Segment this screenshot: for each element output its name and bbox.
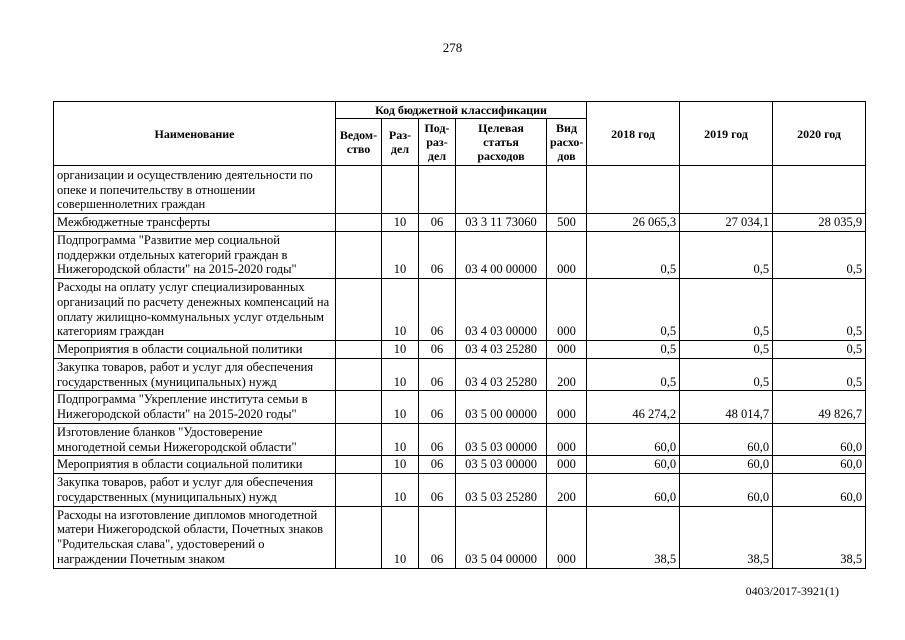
row-value-2020 bbox=[773, 166, 866, 214]
header-celevaya-statya: Целевая статья расходов bbox=[456, 119, 547, 166]
row-vedomstvo bbox=[336, 391, 382, 424]
row-vid-rashodov: 000 bbox=[547, 391, 587, 424]
row-celevaya-statya: 03 5 00 00000 bbox=[456, 391, 547, 424]
row-vedomstvo bbox=[336, 474, 382, 507]
row-razdel: 10 bbox=[382, 214, 419, 232]
row-razdel: 10 bbox=[382, 341, 419, 359]
row-podrazdel bbox=[419, 166, 456, 214]
row-vedomstvo bbox=[336, 423, 382, 456]
row-vid-rashodov: 000 bbox=[547, 423, 587, 456]
table-row bbox=[54, 166, 866, 214]
row-razdel: 10 bbox=[382, 231, 419, 278]
row-celevaya-statya: 03 4 03 00000 bbox=[456, 279, 547, 341]
row-value-2020: 0,5 bbox=[773, 231, 866, 278]
row-value-2019: 0,5 bbox=[680, 358, 773, 391]
row-value-2018: 0,5 bbox=[587, 358, 680, 391]
header-vid-rashodov: Вид расхо-дов bbox=[547, 119, 587, 166]
row-razdel bbox=[382, 166, 419, 214]
row-value-2019: 0,5 bbox=[680, 279, 773, 341]
row-razdel: 10 bbox=[382, 358, 419, 391]
row-vid-rashodov: 000 bbox=[547, 231, 587, 278]
row-value-2019: 60,0 bbox=[680, 456, 773, 474]
row-name: Расходы на оплату услуг специализированных организаций по расчету денежных компенсаций на оплату жилищно-коммунальных услуг отдельным категориям граждан bbox=[54, 279, 336, 341]
table-row bbox=[54, 391, 866, 424]
row-name: Закупка товаров, работ и услуг для обеспечения государственных (муниципальных) нужд bbox=[54, 358, 336, 391]
row-vedomstvo bbox=[336, 279, 382, 341]
row-vedomstvo bbox=[336, 456, 382, 474]
table-row bbox=[54, 506, 866, 568]
header-name: Наименование bbox=[54, 102, 336, 166]
row-podrazdel: 06 bbox=[419, 358, 456, 391]
row-vid-rashodov: 200 bbox=[547, 474, 587, 507]
row-name: Расходы на изготовление дипломов многодетной матери Нижегородской области, Почетных знаков "Родительская слава", удостоверений о награждении Почетным знаком bbox=[54, 506, 336, 568]
row-value-2020: 60,0 bbox=[773, 456, 866, 474]
row-value-2020: 60,0 bbox=[773, 474, 866, 507]
row-value-2019: 27 034,1 bbox=[680, 214, 773, 232]
row-razdel: 10 bbox=[382, 423, 419, 456]
row-podrazdel: 06 bbox=[419, 341, 456, 359]
row-vedomstvo bbox=[336, 214, 382, 232]
row-value-2020: 0,5 bbox=[773, 341, 866, 359]
row-name: Межбюджетные трансферты bbox=[54, 214, 336, 232]
row-celevaya-statya bbox=[456, 166, 547, 214]
row-name: Мероприятия в области социальной политики bbox=[54, 456, 336, 474]
row-value-2019 bbox=[680, 166, 773, 214]
row-value-2020: 60,0 bbox=[773, 423, 866, 456]
row-value-2018: 0,5 bbox=[587, 231, 680, 278]
row-value-2020: 49 826,7 bbox=[773, 391, 866, 424]
header-code-group: Код бюджетной классификации bbox=[336, 102, 587, 119]
row-celevaya-statya: 03 4 03 25280 bbox=[456, 358, 547, 391]
header-2018: 2018 год bbox=[587, 102, 680, 166]
table-row bbox=[54, 341, 866, 359]
table-row bbox=[54, 423, 866, 456]
header-vedomstvo: Ведом-ство bbox=[336, 119, 382, 166]
row-value-2020: 28 035,9 bbox=[773, 214, 866, 232]
row-vid-rashodov: 200 bbox=[547, 358, 587, 391]
row-celevaya-statya: 03 3 11 73060 bbox=[456, 214, 547, 232]
row-celevaya-statya: 03 5 03 25280 bbox=[456, 474, 547, 507]
row-value-2018 bbox=[587, 166, 680, 214]
row-razdel: 10 bbox=[382, 391, 419, 424]
row-vedomstvo bbox=[336, 506, 382, 568]
table-row bbox=[54, 231, 866, 278]
row-podrazdel: 06 bbox=[419, 456, 456, 474]
row-value-2018: 60,0 bbox=[587, 423, 680, 456]
table-row bbox=[54, 279, 866, 341]
row-value-2019: 38,5 bbox=[680, 506, 773, 568]
row-value-2019: 0,5 bbox=[680, 231, 773, 278]
row-razdel: 10 bbox=[382, 279, 419, 341]
row-name: Подпрограмма "Развитие мер социальной поддержки отдельных категорий граждан в Нижегородской области" на 2015-2020 годы" bbox=[54, 231, 336, 278]
header-podrazdel: Под-раз-дел bbox=[419, 119, 456, 166]
row-name: Закупка товаров, работ и услуг для обеспечения государственных (муниципальных) нужд bbox=[54, 474, 336, 507]
row-value-2018: 26 065,3 bbox=[587, 214, 680, 232]
row-vid-rashodov: 000 bbox=[547, 341, 587, 359]
row-vid-rashodov: 500 bbox=[547, 214, 587, 232]
table-body bbox=[54, 166, 866, 569]
row-value-2019: 60,0 bbox=[680, 474, 773, 507]
row-value-2018: 46 274,2 bbox=[587, 391, 680, 424]
row-podrazdel: 06 bbox=[419, 391, 456, 424]
row-celevaya-statya: 03 4 00 00000 bbox=[456, 231, 547, 278]
row-name: Подпрограмма "Укрепление института семьи в Нижегородской области" на 2015-2020 годы" bbox=[54, 391, 336, 424]
row-vedomstvo bbox=[336, 166, 382, 214]
row-value-2018: 60,0 bbox=[587, 456, 680, 474]
row-podrazdel: 06 bbox=[419, 214, 456, 232]
row-vid-rashodov: 000 bbox=[547, 506, 587, 568]
row-name: Изготовление бланков "Удостоверение многодетной семьи Нижегородской области" bbox=[54, 423, 336, 456]
row-razdel: 10 bbox=[382, 456, 419, 474]
table-row bbox=[54, 214, 866, 232]
table-row bbox=[54, 358, 866, 391]
row-podrazdel: 06 bbox=[419, 423, 456, 456]
row-podrazdel: 06 bbox=[419, 506, 456, 568]
row-value-2020: 38,5 bbox=[773, 506, 866, 568]
header-2019: 2019 год bbox=[680, 102, 773, 166]
row-vedomstvo bbox=[336, 231, 382, 278]
row-podrazdel: 06 bbox=[419, 231, 456, 278]
row-value-2019: 0,5 bbox=[680, 341, 773, 359]
row-name: организации и осуществлению деятельности по опеке и попечительству в отношении совершеннолетних граждан bbox=[54, 166, 336, 214]
row-value-2019: 60,0 bbox=[680, 423, 773, 456]
row-podrazdel: 06 bbox=[419, 474, 456, 507]
row-razdel: 10 bbox=[382, 474, 419, 507]
header-2020: 2020 год bbox=[773, 102, 866, 166]
row-vedomstvo bbox=[336, 358, 382, 391]
table-header bbox=[54, 102, 866, 166]
row-vedomstvo bbox=[336, 341, 382, 359]
document-code: 0403/2017-3921(1) bbox=[745, 584, 839, 598]
row-name: Мероприятия в области социальной политики bbox=[54, 341, 336, 359]
row-celevaya-statya: 03 4 03 25280 bbox=[456, 341, 547, 359]
row-podrazdel: 06 bbox=[419, 279, 456, 341]
row-vid-rashodov: 000 bbox=[547, 279, 587, 341]
row-celevaya-statya: 03 5 03 00000 bbox=[456, 456, 547, 474]
row-value-2020: 0,5 bbox=[773, 279, 866, 341]
row-razdel: 10 bbox=[382, 506, 419, 568]
row-vid-rashodov: 000 bbox=[547, 456, 587, 474]
row-celevaya-statya: 03 5 03 00000 bbox=[456, 423, 547, 456]
table-row bbox=[54, 456, 866, 474]
row-value-2018: 0,5 bbox=[587, 279, 680, 341]
table-row bbox=[54, 474, 866, 507]
page-number: 278 bbox=[442, 40, 463, 55]
row-value-2019: 48 014,7 bbox=[680, 391, 773, 424]
row-celevaya-statya: 03 5 04 00000 bbox=[456, 506, 547, 568]
row-value-2018: 0,5 bbox=[587, 341, 680, 359]
row-value-2018: 60,0 bbox=[587, 474, 680, 507]
header-razdel: Раз-дел bbox=[382, 119, 419, 166]
budget-table bbox=[53, 101, 866, 569]
row-value-2018: 38,5 bbox=[587, 506, 680, 568]
row-vid-rashodov bbox=[547, 166, 587, 214]
row-value-2020: 0,5 bbox=[773, 358, 866, 391]
